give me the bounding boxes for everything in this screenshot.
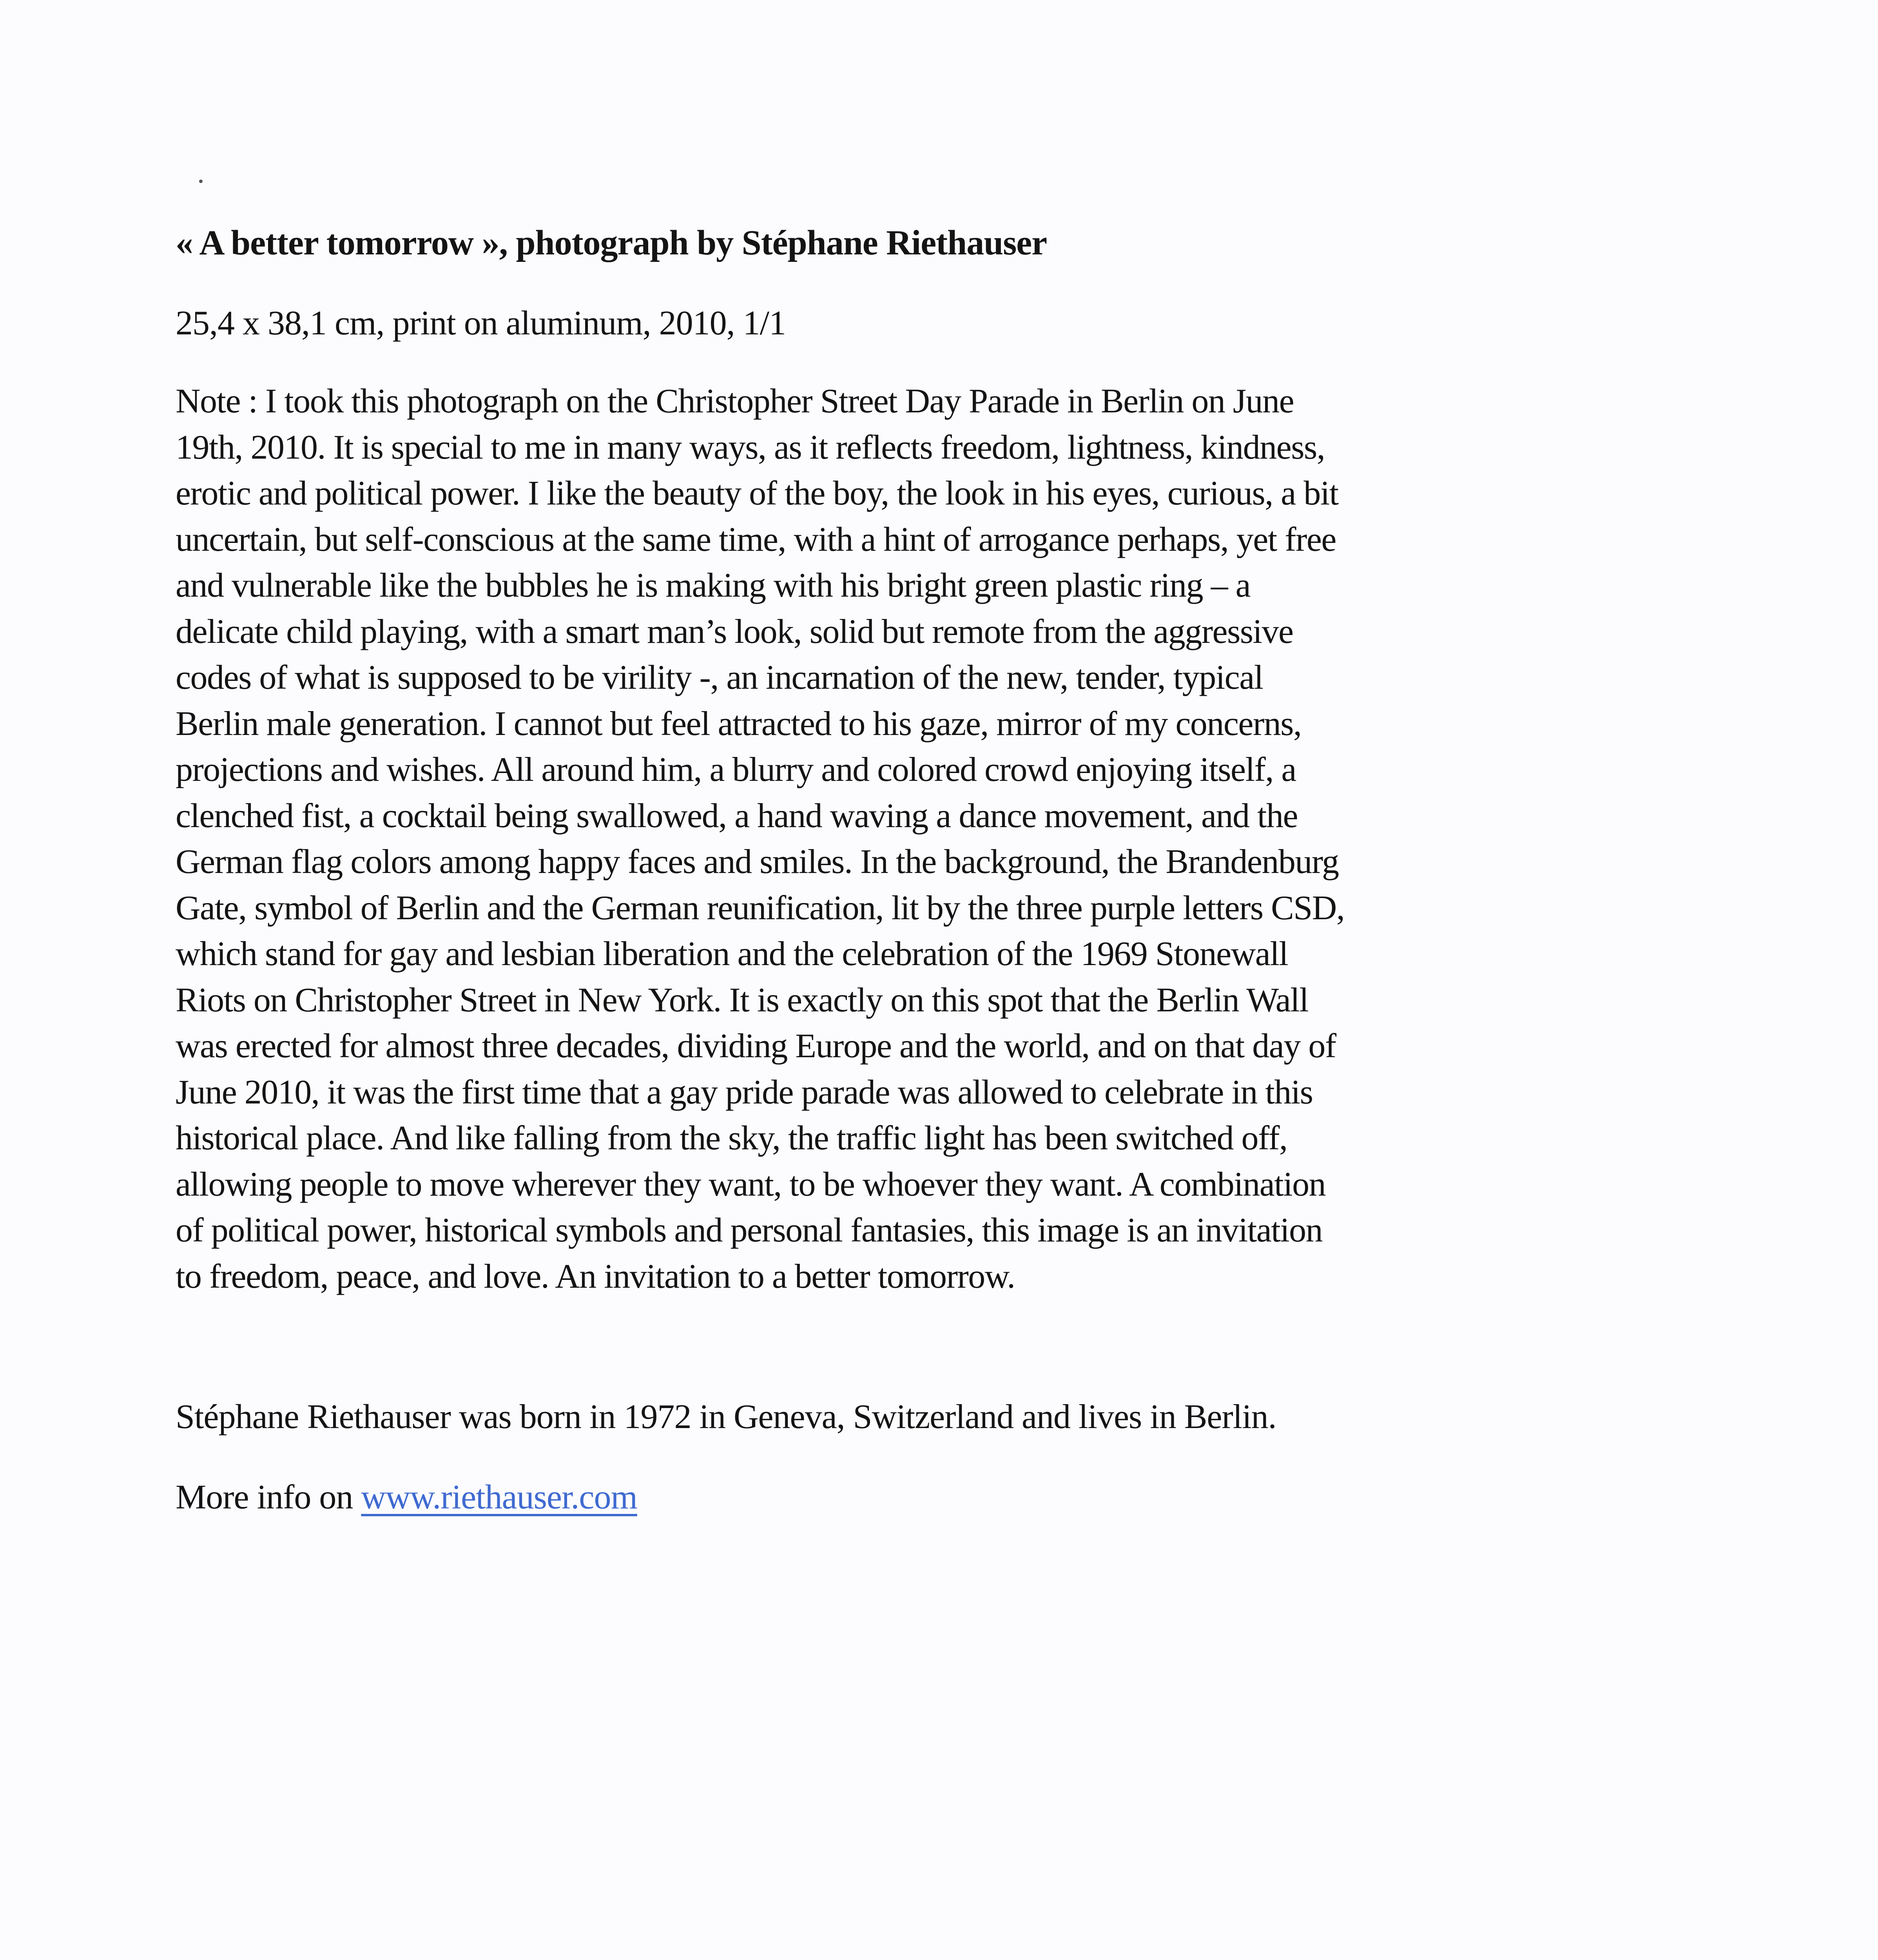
note-line: Berlin male generation. I cannot but feel attracted to his gaze, mirror of my concerns, <box>176 704 1302 743</box>
note-line: was erected for almost three decades, dividing Europe and the world, and on that day of <box>176 1027 1336 1065</box>
note-line: uncertain, but self-conscious at the same time, with a hint of arrogance perhaps, yet free <box>176 520 1336 559</box>
artist-note <box>176 378 1704 1299</box>
note-line: which stand for gay and lesbian liberation and the celebration of the 1969 Stonewall <box>176 935 1288 973</box>
note-line: codes of what is supposed to be virility -, an incarnation of the new, tender, typical <box>176 659 1263 697</box>
note-line: Note : I took this photograph on the Christopher Street Day Parade in Berlin on June <box>176 382 1294 420</box>
artwork-specs: 25,4 x 38,1 cm, print on aluminum, 2010, 1/1 <box>176 304 786 342</box>
artist-bio: Stéphane Riethauser was born in 1972 in Geneva, Switzerland and lives in Berlin. <box>176 1398 1276 1436</box>
note-line: 19th, 2010. It is special to me in many ways, as it reflects freedom, lightness, kindness, <box>176 428 1325 466</box>
note-line: June 2010, it was the first time that a gay pride parade was allowed to celebrate in this <box>176 1073 1313 1111</box>
more-info-label: More info on <box>176 1478 361 1516</box>
note-line: Riots on Christopher Street in New York. It is exactly on this spot that the Berlin Wall <box>176 981 1309 1019</box>
note-line: historical place. And like falling from the sky, the traffic light has been switched off, <box>176 1119 1287 1157</box>
note-line: and vulnerable like the bubbles he is making with his bright green plastic ring – a <box>176 566 1251 604</box>
note-line: delicate child playing, with a smart man’s look, solid but remote from the aggressive <box>176 612 1293 651</box>
note-line: to freedom, peace, and love. An invitation to a better tomorrow. <box>176 1257 1015 1296</box>
note-line: of political power, historical symbols and personal fantasies, this image is an invitation <box>176 1211 1323 1249</box>
document-content <box>176 0 1704 1519</box>
note-line: allowing people to move wherever they want, to be whoever they want. A combination <box>176 1165 1326 1203</box>
note-line: clenched fist, a cocktail being swallowed, a hand waving a dance movement, and the <box>176 797 1298 835</box>
document-title: « A better tomorrow », photograph by Stéphane Riethauser <box>176 223 1047 262</box>
note-line: erotic and political power. I like the beauty of the boy, the look in his eyes, curious, a bit <box>176 474 1338 512</box>
note-line: Gate, symbol of Berlin and the German reunification, lit by the three purple letters CSD, <box>176 889 1345 927</box>
note-line: German flag colors among happy faces and smiles. In the background, the Brandenburg <box>176 843 1339 881</box>
more-info <box>176 1476 1704 1519</box>
website-link[interactable]: www.riethauser.com <box>361 1478 637 1516</box>
note-line: projections and wishes. All around him, a blurry and colored crowd enjoying itself, a <box>176 751 1296 789</box>
